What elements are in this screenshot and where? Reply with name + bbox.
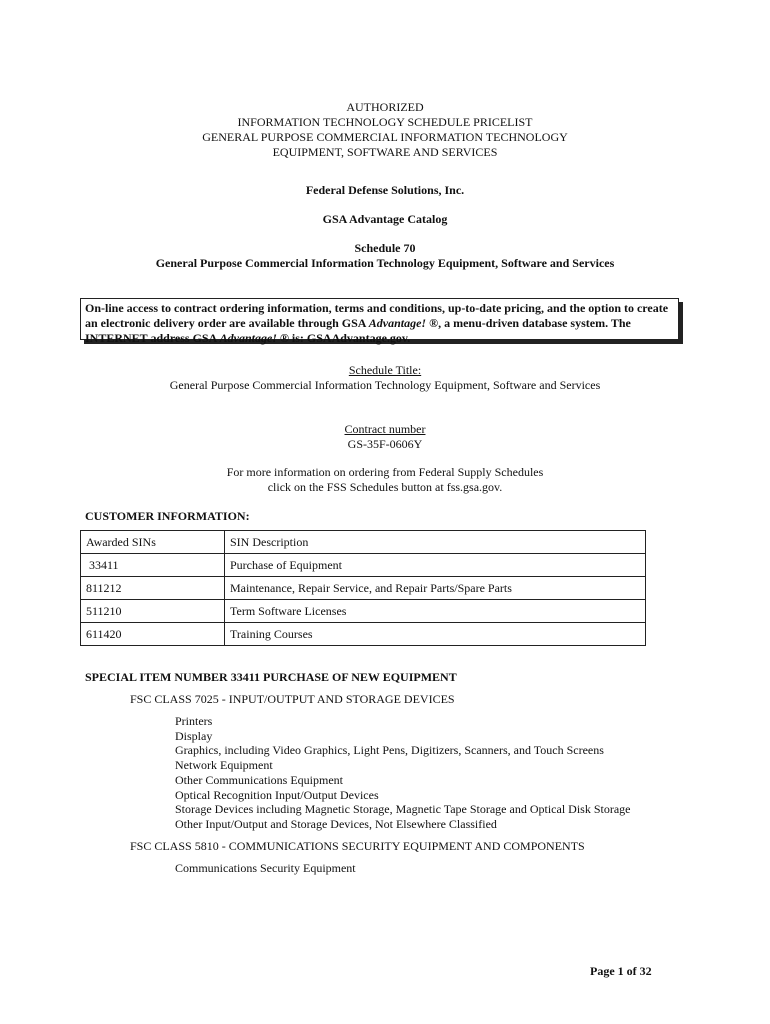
notice-text: On-line access to contract ordering information, terms and conditions, up-to-date pricing, and the option to create an electronic delivery order are available through GSA — [85, 301, 669, 330]
table-header-cell: SIN Description — [225, 531, 646, 554]
table-header-row — [81, 531, 646, 554]
notice-text: ®, a menu-driven database system. The INTERNET address GSA — [85, 316, 631, 345]
table-row — [81, 600, 646, 623]
header-line: AUTHORIZED — [346, 100, 424, 114]
schedule-title-value: General Purpose Commercial Information Technology Equipment, Software and Services — [169, 378, 601, 392]
list-item: Display — [175, 728, 213, 743]
list-item: Printers — [175, 714, 213, 728]
online-access-notice — [80, 298, 679, 345]
table-cell-sin: 33411 — [81, 554, 225, 577]
fsc-class-heading: FSC CLASS 5810 - COMMUNICATIONS SECURITY EQUIPMENT AND COMPONENTS — [130, 839, 585, 853]
notice-advantage: Advantage! — [368, 316, 427, 330]
catalog-title: GSA Advantage Catalog — [322, 212, 448, 226]
more-info-line: click on the FSS Schedules button at fss.gsa.gov. — [267, 480, 503, 494]
schedule-title-label: Schedule Title: — [348, 363, 422, 377]
list-item: Storage Devices including Magnetic Storage, Magnetic Tape Storage and Optical Disk Storage — [175, 802, 631, 817]
list-item: Other Input/Output and Storage Devices, Not Elsewhere Classified — [175, 816, 497, 831]
more-info-line: For more information on ordering from Federal Supply Schedules — [226, 465, 544, 479]
fsc-class-heading: FSC CLASS 7025 - INPUT/OUTPUT AND STORAGE DEVICES — [130, 692, 455, 706]
page-number: Page 1 of 32 — [590, 964, 652, 978]
notice-advantage: Advantage! — [219, 331, 277, 345]
notice-text: ® is: GSAAdvantage.gov. — [276, 331, 411, 345]
document-header — [0, 100, 770, 160]
list-item: Graphics, including Video Graphics, Light Pens, Digitizers, Scanners, and Touch Screens — [175, 743, 604, 758]
table-cell-description: Term Software Licenses — [225, 600, 646, 623]
table-row — [81, 554, 646, 577]
customer-info-heading: CUSTOMER INFORMATION: — [85, 509, 250, 523]
contract-number: GS-35F-0606Y — [347, 437, 423, 451]
schedule-description: General Purpose Commercial Information Technology Equipment, Software and Services — [155, 256, 615, 270]
list-item: Optical Recognition Input/Output Devices — [175, 787, 379, 802]
table-cell-description: Purchase of Equipment — [225, 554, 646, 577]
special-item-heading: SPECIAL ITEM NUMBER 33411 PURCHASE OF NEW EQUIPMENT — [85, 670, 457, 684]
contract-label: Contract number — [344, 422, 426, 436]
schedule-number: Schedule 70 — [354, 241, 416, 255]
fsc-7025-list — [175, 714, 630, 832]
table-cell-description: Maintenance, Repair Service, and Repair Parts/Spare Parts — [225, 577, 646, 600]
header-line: EQUIPMENT, SOFTWARE AND SERVICES — [272, 145, 498, 159]
list-item: Network Equipment — [175, 758, 273, 773]
list-item: Other Communications Equipment — [175, 772, 343, 787]
table-header-cell: Awarded SINs — [81, 531, 225, 554]
table-row — [81, 623, 646, 646]
table-row — [81, 577, 646, 600]
table-cell-sin: 511210 — [81, 600, 225, 623]
company-name: Federal Defense Solutions, Inc. — [305, 183, 465, 197]
table-cell-description: Training Courses — [225, 623, 646, 646]
header-line: INFORMATION TECHNOLOGY SCHEDULE PRICELIST — [237, 115, 533, 129]
awarded-sins-table — [80, 530, 646, 646]
header-line: GENERAL PURPOSE COMMERCIAL INFORMATION TECHNOLOGY — [202, 130, 568, 144]
list-item: Communications Security Equipment — [175, 861, 356, 875]
table-cell-sin: 611420 — [81, 623, 225, 646]
table-cell-sin: 811212 — [81, 577, 225, 600]
